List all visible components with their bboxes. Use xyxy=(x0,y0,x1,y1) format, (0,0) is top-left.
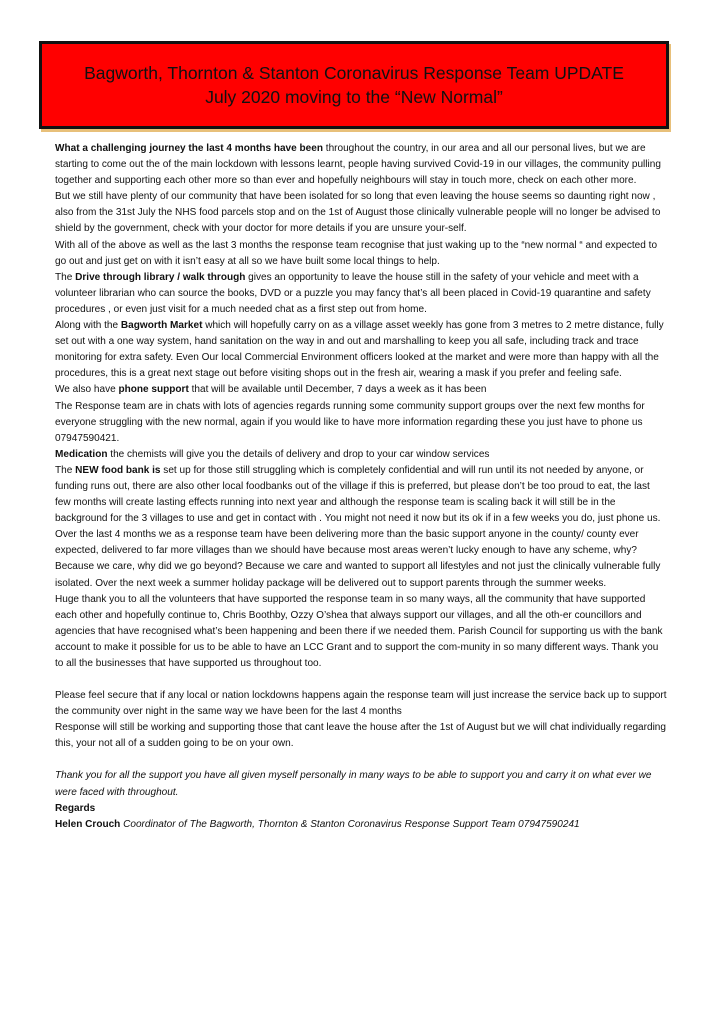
signature-phone: 07947590241 xyxy=(518,818,580,830)
paragraph-market xyxy=(55,318,668,382)
spacer xyxy=(55,672,668,688)
phone-text: that will be available until December, 7 days a week as it has been xyxy=(188,384,487,396)
market-pre: Along with the xyxy=(55,320,121,332)
paragraph-shielding: But we still have plenty of our community that have been isolated for so long that even leaving the house seems so daunting right now , also from the 31st July the NHS food parcels stop and on the 1st of August those clinically vulnerable people will no longer be advised to shield by the government, check with your doctor for more details if you are unsure your-self. xyxy=(55,191,661,235)
paragraph-thank-you: Huge thank you to all the volunteers that have supported the response team in so many ways, all the community that have supported each other and hopefully continue to, Chris Boothby, Ozzy O’shea that always support our villages, and all the oth-er councillors and agencies that have recognised what’s been happening and been there if we needed them. Parish Council for supporting us with the bank account to make it possible for us to be able to have an LCC Grant and to support the com-munity in so many different ways. Thank you to all the businesses that have supported us throughout too. xyxy=(55,593,663,669)
paragraph-intro xyxy=(55,141,668,189)
signature-name: Helen Crouch xyxy=(55,818,121,830)
letter-body xyxy=(55,141,668,833)
food-bank-pre: The xyxy=(55,464,76,476)
paragraph-food-bank xyxy=(55,463,668,527)
library-pre: The xyxy=(55,271,76,283)
paragraph-response-team: Over the last 4 months we as a response team have been delivering more than the basic support anyone in the county/ county ever expected, delivered to far more villages than we should have because most areas weren’t lucky enough to have any scheme, why? Because we care, why did we go beyond? Because we care and wanted to support all lifestyles and not just the clinically vulnerable fully isolated. Over the next week a summer holiday package will be delivered out to support parents through the summer weeks. xyxy=(55,529,661,589)
paragraph-library xyxy=(55,270,668,318)
market-bold-text: Bagworth Market xyxy=(120,320,203,332)
paragraph-new-normal: With all of the above as well as the last 3 months the response team recognise that just waking up to the “new normal “ and expected to go out and just get on with it isn’t easy at all so we have built some local things to help. xyxy=(55,239,658,267)
spacer xyxy=(55,752,668,768)
title-banner xyxy=(39,41,669,129)
paragraph-medication xyxy=(55,447,668,463)
market-text: which will hopefully carry on as a village asset weekly has gone from 3 metres to 2 metre distance, fully set out with a one way system, hand sanitation on the way in and out and marshalling to keep you all safe, including track and trace monitoring for extra safety. Even Our local Commercial Environment officers looked at the market and were more than happy with all the procedures, this is a great next stage out before visiting shops out in the fresh air, wearing a mask if you prefer and feeling safe. xyxy=(55,320,664,380)
paragraph-support-groups: The Response team are in chats with lots of agencies regards running some community support groups over the next few months for everyone struggling with the new normal, again if you would like to have more information regarding these you just have to phone us 07947590421. xyxy=(55,400,645,444)
banner-title-line-2: July 2020 moving to the “New Normal” xyxy=(205,87,503,107)
intro-bold-text: What a challenging journey the last 4 months have been xyxy=(55,143,323,154)
regards-line xyxy=(55,801,668,817)
signature-title: Coordinator of The Bagworth, Thornton & Stanton Coronavirus Response Support Team xyxy=(120,818,519,830)
library-bold-text: Drive through library / walk through xyxy=(75,271,246,283)
phone-bold-text: phone support xyxy=(118,384,189,396)
medication-bold-text: Medication xyxy=(55,448,108,460)
banner-title-line-1: Bagworth, Thornton & Stanton Coronavirus Response Team UPDATE xyxy=(84,63,624,83)
closing-italic-text: Thank you for all the support you have all given myself personally in many ways to be able to support you and carry it on what ever we were faced with throughout. xyxy=(55,770,652,798)
regards-text: Regards xyxy=(55,802,96,814)
paragraph-after-august: Response will still be working and supporting those that cant leave the house after the 1st of August but we will chat individually regarding this, your not all of a sudden going to be on your own. xyxy=(55,722,666,750)
library-text: gives an opportunity to leave the house still in the safety of your vehicle and meet with a volunteer librarian who can source the books, DVD or a puzzle you may fancy that’s all been placed in Covid-19 quarantine and safety procedures , or even just visit for a much needed chat as a first step out from home. xyxy=(55,271,651,315)
food-bank-bold-text: NEW food bank is xyxy=(75,464,161,476)
intro-text: throughout the country, in our area and all our personal lives, but we are starting to come out the of the main lockdown with lessons learnt, people having survived Covid-19 in our villages, the community pulling together and supporting each other more so than ever and hopefully neighbours will stay in touch more, check on each other more. xyxy=(55,143,661,187)
phone-pre: We also have xyxy=(55,384,119,396)
paragraph-phone-support xyxy=(55,382,668,398)
medication-text: the chemists will give you the details of delivery and drop to your car window services xyxy=(107,448,490,460)
paragraph-closing-thanks xyxy=(55,768,668,800)
signature-line xyxy=(55,817,668,833)
paragraph-lockdowns: Please feel secure that if any local or nation lockdowns happens again the response team will just increase the service back up to support the community over night in the same way we have been for the last 4 months xyxy=(55,690,667,718)
food-bank-text: set up for those still struggling which is completely confidential and will run until its not needed by anyone, or funding runs out, there are also other local foodbanks out of the village if this is preferred, but please don’t be too proud to eat, the last few months will create lasting effects running into next year and although the response team is scaling back it will still be in the background for the 3 villages to use and get in contact with . You might not need it now but its ok if in a few weeks you do, just phone us. xyxy=(55,464,661,525)
